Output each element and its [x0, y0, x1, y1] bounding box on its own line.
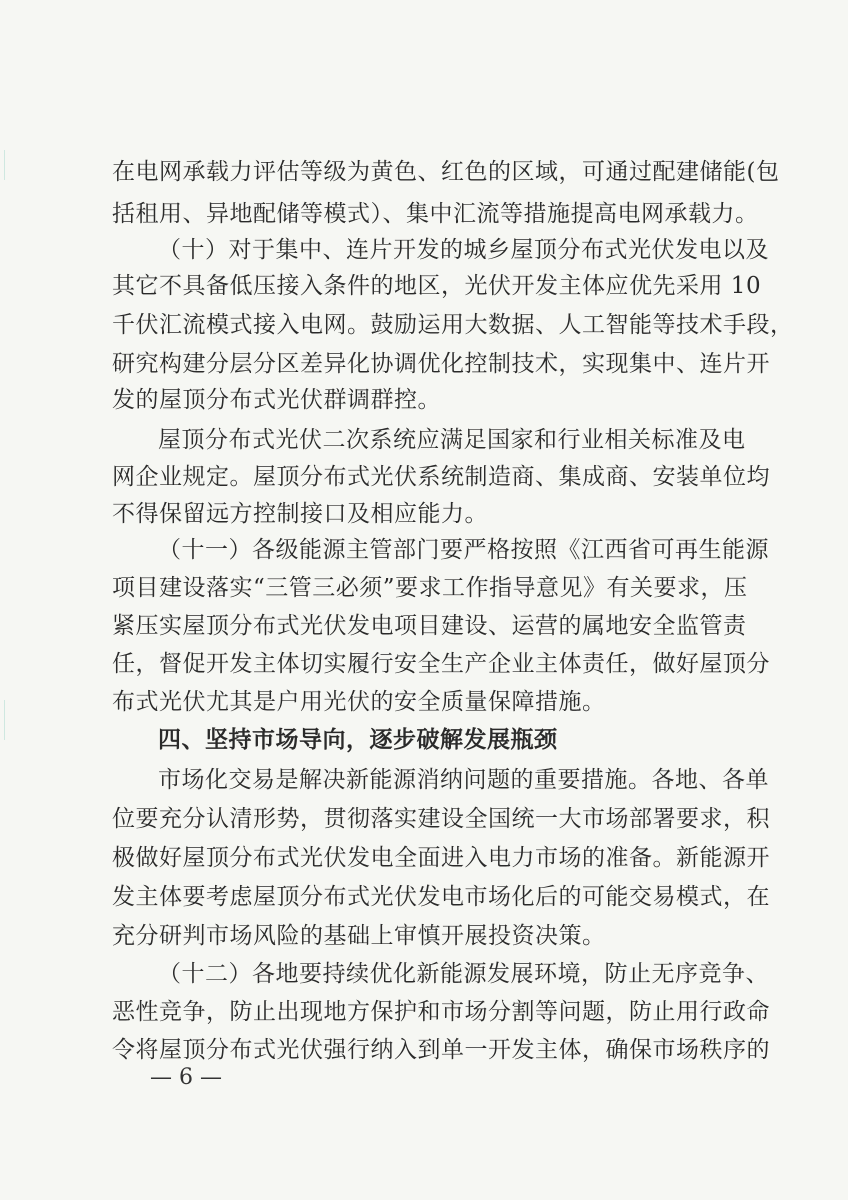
page-number: — 6 — — [150, 1065, 222, 1090]
paragraph-line: 不得保留远方控制接口及相应能力。 — [112, 501, 488, 527]
paragraph-line: 布式光伏尤其是户用光伏的安全质量保障措施。 — [112, 689, 606, 715]
paragraph-line: 在电网承载力评估等级为黄色、红色的区域，可通过配建储能(包 — [112, 159, 780, 185]
paragraph-line: 发主体要考虑屋顶分布式光伏发电市场化后的可能交易模式，在 — [112, 884, 770, 910]
paragraph-line: 恶性竞争，防止出现地方保护和市场分割等问题，防止用行政命 — [112, 999, 770, 1025]
section-heading: 四、坚持市场导向，逐步破解发展瓶颈 — [158, 727, 558, 753]
paragraph-line: 项目建设落实“三管三必须”要求工作指导意见》有关要求，压 — [112, 575, 748, 601]
paragraph-line: 发的屋顶分布式光伏群调群控。 — [112, 387, 441, 413]
scan-artifact-bottom — [4, 700, 11, 740]
paragraph-line: 紧压实屋顶分布式光伏发电项目建设、运营的属地安全监管责 — [112, 613, 747, 639]
paragraph-line: 括租用、异地配储等模式）、集中汇流等措施提高电网承载力。 — [112, 201, 759, 227]
paragraph-line: 研究构建分层分区差异化协调优化控制技术，实现集中、连片开 — [112, 351, 770, 377]
paragraph-line: 极做好屋顶分布式光伏发电全面进入电力市场的准备。新能源开 — [112, 845, 770, 871]
paragraph-line: 任，督促开发主体切实履行安全生产企业主体责任，做好屋顶分 — [112, 651, 770, 677]
paragraph-line: 充分研判市场风险的基础上审慎开展投资决策。 — [112, 923, 606, 949]
paragraph-line: 千伏汇流模式接入电网。鼓励运用大数据、人工智能等技术手段， — [112, 312, 794, 338]
paragraph-line: 位要充分认清形势，贯彻落实建设全国统一大市场部署要求，积 — [112, 806, 770, 832]
paragraph-line: 其它不具备低压接入条件的地区，光伏开发主体应优先采用 10 — [112, 273, 762, 299]
paragraph-line: （十）对于集中、连片开发的城乡屋顶分布式光伏发电以及 — [158, 237, 769, 263]
paragraph-line: （十二）各地要持续优化新能源发展环境，防止无序竞争、 — [158, 961, 769, 987]
paragraph-line: 屋顶分布式光伏二次系统应满足国家和行业相关标准及电 — [158, 427, 746, 453]
scan-artifact-top — [4, 150, 11, 180]
paragraph-line: 网企业规定。屋顶分布式光伏系统制造商、集成商、安装单位均 — [112, 464, 770, 490]
paragraph-line: （十一）各级能源主管部门要严格按照《江西省可再生能源 — [158, 537, 769, 563]
paragraph-line: 令将屋顶分布式光伏强行纳入到单一开发主体，确保市场秩序的 — [112, 1037, 770, 1063]
paragraph-line: 市场化交易是解决新能源消纳问题的重要措施。各地、各单 — [158, 767, 769, 793]
